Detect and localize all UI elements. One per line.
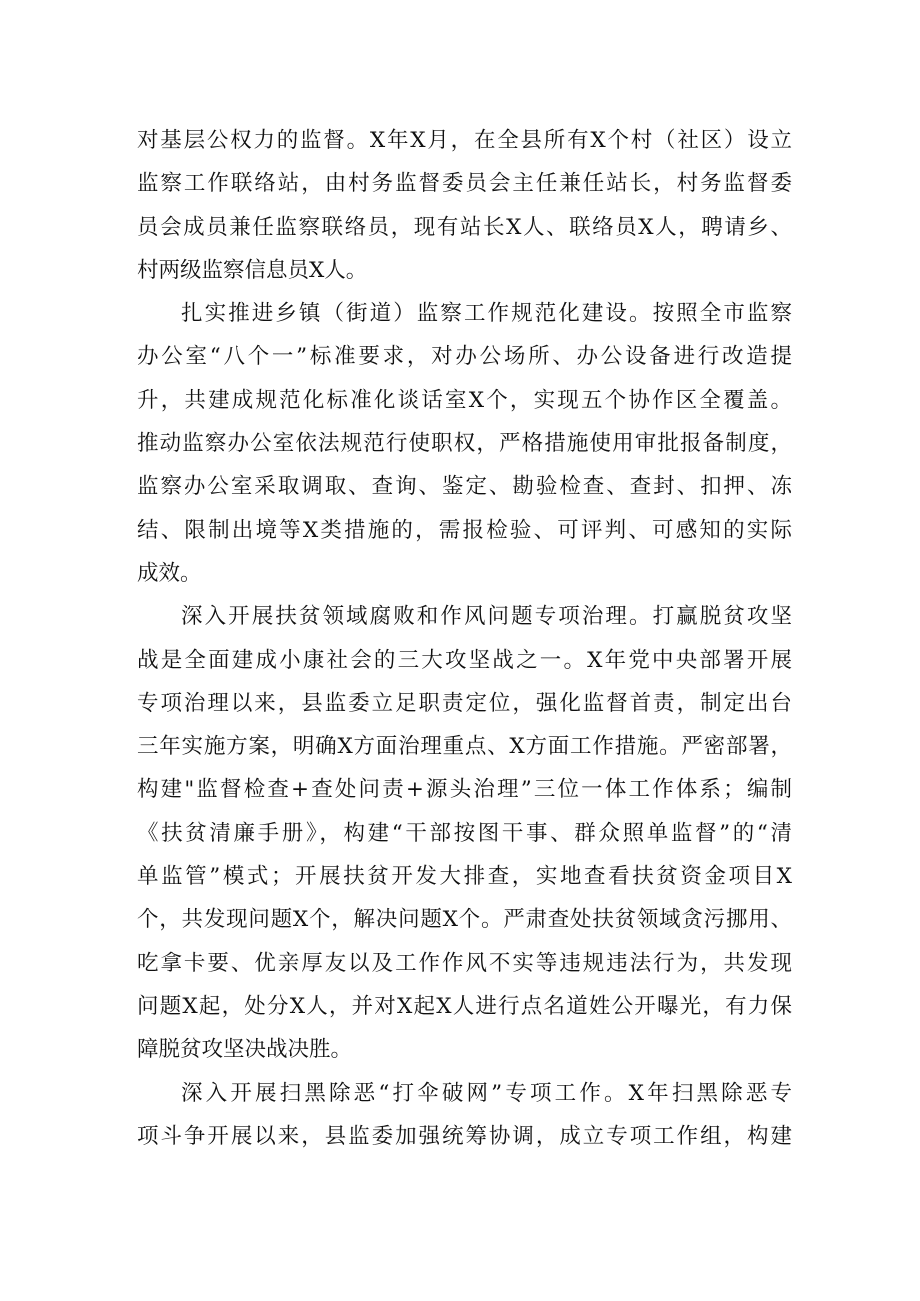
paragraph-2 [137, 292, 792, 595]
text-line: 扎实推进乡镇（街道）监察工作规范化建设。按照全市监察 [181, 301, 792, 327]
text-line: 员会成员兼任监察联络员，现有站长X人、联络员X人，聘请乡、 [137, 214, 792, 240]
paragraph-1 [137, 119, 792, 292]
text-line: 深入开展扫黑除恶“打伞破网”专项工作。X年扫黑除恶专 [181, 1080, 792, 1106]
text-line: 战是全面建成小康社会的三大攻坚战之一。X年党中央部署开展 [137, 647, 792, 673]
text-line: 构建"监督检查+查处问责+源头治理”三位一体工作体系；编制 [137, 777, 792, 803]
text-line: 升，共建成规范化标准化谈话室X个，实现五个协作区全覆盖。 [137, 387, 792, 413]
text-line: 结、限制出境等X类措施的，需报检验、可评判、可感知的实际 [137, 517, 792, 543]
text-line: 监察工作联络站，由村务监督委员会主任兼任站长，村务监督委 [137, 171, 792, 197]
text-line: 单监管”模式；开展扶贫开发大排查，实地查看扶贫资金项目X [137, 864, 792, 890]
text-line: 办公室“八个一”标准要求，对办公场所、办公设备进行改造提 [137, 344, 792, 370]
text-line: 深入开展扶贫领域腐败和作风问题专项治理。打赢脱贫攻坚 [181, 604, 792, 630]
text-line: 三年实施方案，明确X方面治理重点、X方面工作措施。严密部署， [137, 734, 792, 760]
text-line: 推动监察办公室依法规范行使职权，严格措施使用审批报备制度， [137, 431, 792, 457]
document-body [137, 119, 792, 1158]
paragraph-3 [137, 595, 792, 1071]
text-line: 吃拿卡要、优亲厚友以及工作作风不实等违规违法行为，共发现 [137, 950, 792, 976]
text-line: 对基层公权力的监督。X年X月，在全县所有X个村（社区）设立 [137, 128, 792, 153]
text-line: 问题X起，处分X人，并对X起X人进行点名道姓公开曝光，有力保 [137, 993, 792, 1019]
text-line: 项斗争开展以来，县监委加强统筹协调，成立专项工作组，构建 [137, 1123, 792, 1149]
text-line: 《扶贫清廉手册》，构建“干部按图干事、群众照单监督”的“清 [137, 820, 792, 846]
text-line: 成效。 [137, 560, 202, 586]
paragraph-4 [137, 1072, 792, 1159]
text-line: 个，共发现问题X个，解决问题X个。严肃查处扶贫领域贪污挪用、 [137, 907, 792, 933]
text-line: 障脱贫攻坚决战决胜。 [137, 1037, 353, 1063]
text-line: 监察办公室采取调取、查询、鉴定、勘验检查、查封、扣押、冻 [137, 474, 792, 500]
text-line: 专项治理以来，县监委立足职责定位，强化监督首责，制定出台 [137, 690, 792, 716]
text-line: 村两级监察信息员X人。 [137, 257, 368, 283]
